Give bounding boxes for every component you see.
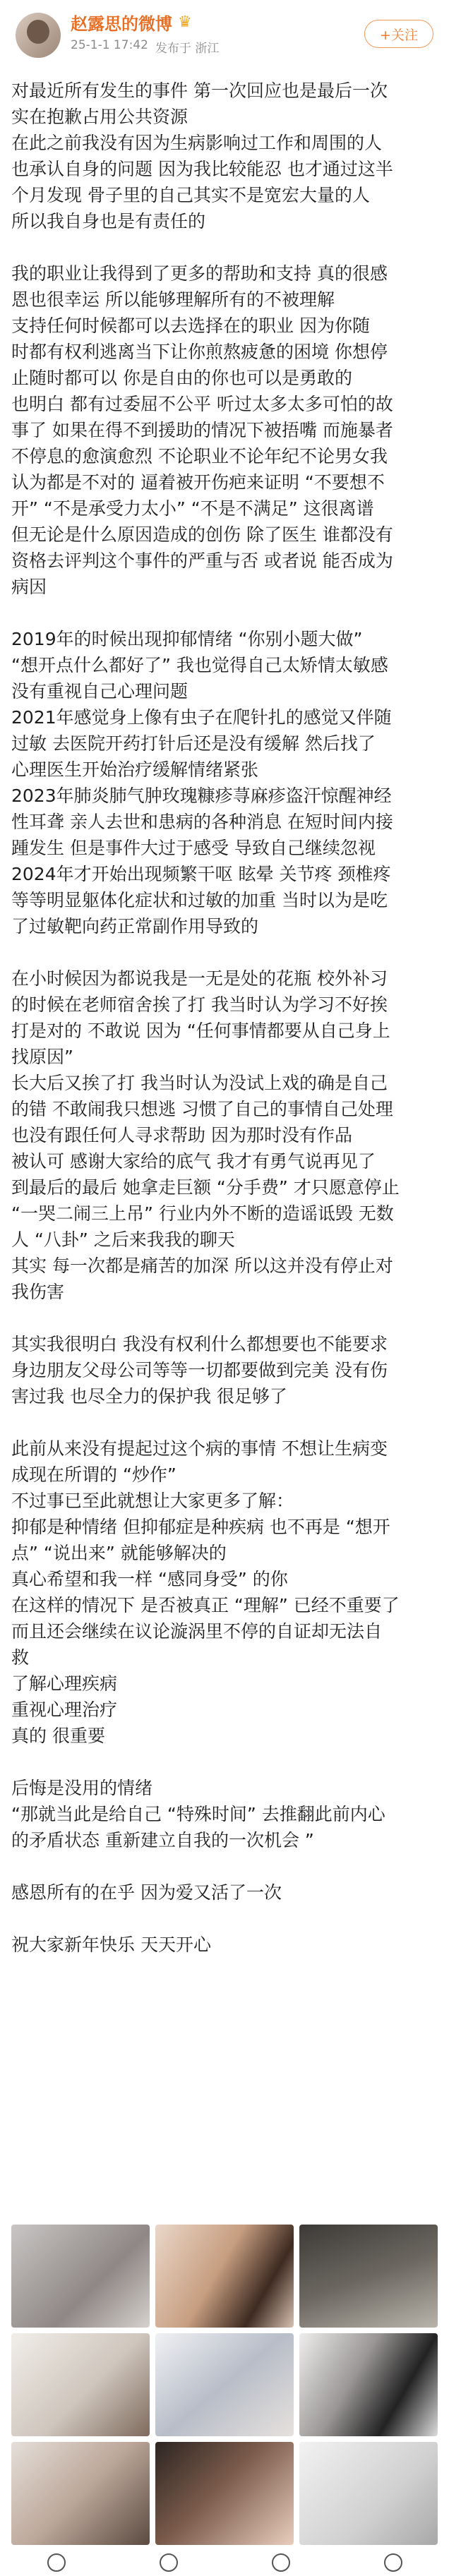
photo-thumbnail[interactable] [299,2225,438,2328]
paragraph: 祝大家新年快乐 天天开心 [11,1934,211,1955]
post-header [0,0,449,71]
paragraph-gap [11,1749,438,1775]
photo-thumbnail[interactable] [155,2333,294,2436]
like-icon[interactable] [272,2553,290,2572]
author-row [71,10,192,35]
paragraph-gap [11,1906,438,1932]
photo-thumbnail[interactable] [299,2442,438,2545]
post-meta [71,38,219,56]
paragraph-gap [11,234,438,260]
avatar[interactable] [16,13,61,58]
paragraph: 在小时候因为都说我是一无是处的花瓶 校外补习 的时候在老师宿舍挨了打 我当时认为学习不好挨 打是对的 不敢说 因为 “任何事情都要从自己身上 找原因” 长大后又挨了打 我当时认为没试上戏的确是自己 的错 不敢闹我只想逃 习惯了自己的事情自己处理 也没有跟任何人寻求帮助 因为那时没有作品 被认可 感谢大家给的底气 我才有勇气说再见了 到最后的最后 她拿走巨额 “分手费” 才只愿意停止 “一哭二闹三上吊” 行业内外不断的造谣诋毁 无数 人 “八卦” 之后来我我的聊天 其实 每一次都是痛苦的加深 所以这并没有停止对 我伤害 [11,968,400,1302]
paragraph: 其实我很明白 我没有权利什么都想要也不能要求 身边朋友父母公司等等一切都要做到完美 没有伤 害过我 也尽全力的保护我 很足够了 [11,1334,388,1407]
timestamp: 25-1-1 17:42 [71,38,148,52]
location: 发布于 浙江 [155,42,220,56]
paragraph: 感恩所有的在乎 因为爱又活了一次 [11,1882,282,1903]
paragraph: 2019年的时候出现抑郁情绪 “你别小题大做” “想开点什么都好了” 我也觉得自己太矫情太敏感 没有重视自己心理问题 2021年感觉身上像有虫子在爬针扎的感觉又伴随 过敏 去医院开药打针后还是没有缓解 然后找了 心理医生开始治疗缓解情绪紧张 2023年肺炎肺气肿玫瑰糠疹荨麻疹盗汗惊醒神经 性耳聋 亲人去世和患病的各种消息 在短时间内接 踵发生 但是事件大过于感受 导致自己继续忽视 2024年才开始出现频繁干呕 眩晕 关节疼 颈椎疼 等等明显躯体化症状和过敏的加重 当时以为是吃 了过敏靶向药正常副作用导致的 [11,629,393,937]
action-bar [0,2549,449,2576]
photo-thumbnail[interactable] [155,2442,294,2545]
photo-gallery [11,2225,438,2545]
comment-icon[interactable] [160,2553,178,2572]
paragraph-gap [11,1409,438,1436]
paragraph: 我的职业让我得到了更多的帮助和支持 真的很感 恩也很幸运 所以能够理解所有的不被理解 支持任何时候都可以去选择在的职业 因为你随 时都有权利逃离当下让你煎熬疲惫的困境 你想停 止随时都可以 你是自由的你也可以是勇敢的 也明白 都有过委屈不公平 听过太多太多可怕的故 事了 如果在得不到援助的情况下被捂嘴 而施暴者 不停息的愈演愈烈 不论职业不论年纪不论男女我 认为都是不对的 逼着被开伤疤来证明 “不要想不 开” “不是承受力太小” “不是不满足” 这很离谱 但无论是什么原因造成的创伤 除了医生 谁都没有 资格去评判这个事件的严重与否 或者说 能否成为 病因 [11,263,393,597]
paragraph-gap [11,600,438,626]
more-icon[interactable] [384,2553,402,2572]
author-name[interactable]: 赵露思的微博 [71,14,172,34]
share-icon[interactable] [47,2553,66,2572]
photo-thumbnail[interactable] [11,2225,150,2328]
paragraph: 此前从来没有提起过这个病的事情 不想让生病变 成现在所谓的 “炒作” 不过事已至此就想让大家更多了解： 抑郁是种情绪 但抑郁症是种疾病 也不再是 “想开 点” “说出来” 就能够解决的 真心希望和我一样 “感同身受” 的你 在这样的情况下 是否被真正 “理解” 已经不重要了 而且还会继续在议论漩涡里不停的自证却无法自 救 了解心理疾病 重视心理治疗 真的 很重要 [11,1438,400,1746]
paragraph-gap [11,939,438,965]
photo-thumbnail[interactable] [155,2225,294,2328]
crown-icon: ♛ [178,13,192,31]
photo-thumbnail[interactable] [11,2333,150,2436]
paragraph-gap [11,1853,438,1879]
photo-thumbnail[interactable] [11,2442,150,2545]
photo-thumbnail[interactable] [299,2333,438,2436]
paragraph-gap [11,1305,438,1331]
post-body [11,78,438,1958]
follow-button[interactable]: +关注 [364,20,433,48]
paragraph: 对最近所有发生的事件 第一次回应也是最后一次 实在抱歉占用公共资源 在此之前我没有因为生病影响过工作和周围的人 也承认自身的问题 因为我比较能忍 也才通过这半 个月发现 骨子里的自己其实不是宽宏大量的人 所以我自身也是有责任的 [11,80,393,231]
paragraph: 后悔是没用的情绪 “那就当此是给自己 “特殊时间” 去推翻此前内心 的矛盾状态 重新建立自我的一次机会 ” [11,1778,385,1850]
